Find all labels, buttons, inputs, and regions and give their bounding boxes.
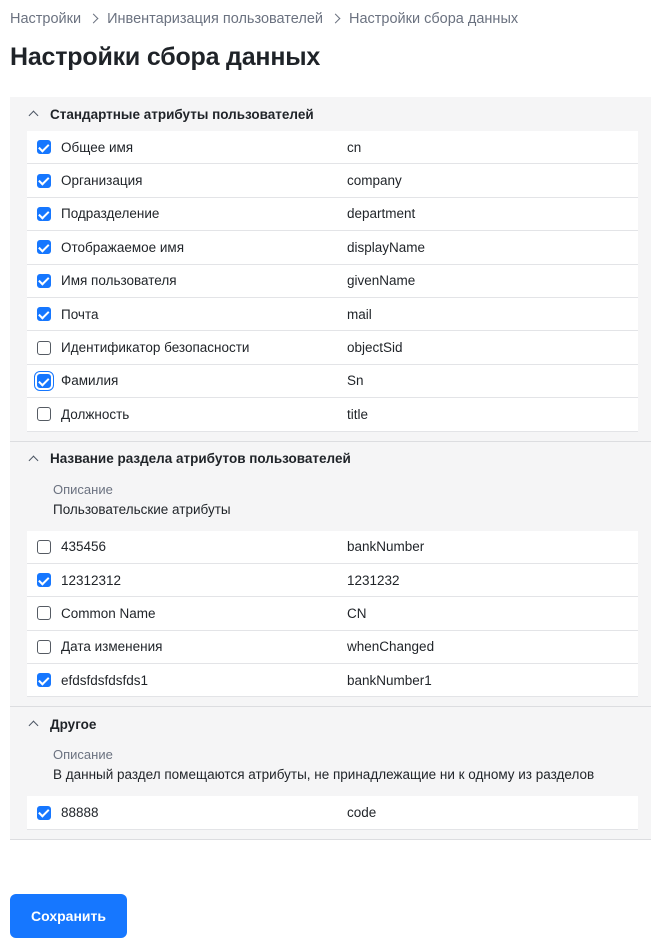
attribute-key: bankNumber (347, 539, 425, 555)
breadcrumb-user-inventory-link[interactable]: Инвентаризация пользователей (107, 11, 323, 27)
attribute-section (10, 442, 651, 708)
section-title: Название раздела атрибутов пользователей (50, 451, 351, 467)
description-text: В данный раздел помещаются атрибуты, не принадлежащие ни к одному из разделов (53, 767, 595, 783)
attribute-key: title (347, 406, 369, 422)
attribute-checkbox[interactable] (37, 573, 51, 587)
attribute-name-cell (27, 407, 347, 422)
attribute-key: company (347, 173, 402, 189)
chevron-up-icon (27, 717, 41, 731)
attribute-name-cell (27, 539, 347, 554)
attribute-row (27, 664, 638, 697)
attribute-list (27, 131, 638, 432)
description-label: Описание (53, 747, 113, 763)
attribute-checkbox[interactable] (37, 140, 51, 154)
attribute-name-cell (27, 805, 347, 820)
attribute-display-name: Должность (61, 406, 130, 422)
attribute-name-cell (27, 240, 347, 255)
attribute-name-cell (27, 639, 347, 654)
attribute-checkbox[interactable] (37, 341, 51, 355)
attribute-display-name: Отображаемое имя (61, 239, 185, 255)
attribute-key: department (347, 206, 416, 222)
attribute-row (27, 298, 638, 331)
attribute-key: CN (347, 605, 367, 621)
attribute-key: 1231232 (347, 572, 400, 588)
attribute-key: code (347, 805, 377, 821)
section-title: Другое (50, 716, 97, 732)
attribute-name-cell (27, 573, 347, 588)
breadcrumb-settings-link[interactable]: Настройки (10, 11, 82, 27)
section-header-toggle[interactable] (10, 442, 651, 476)
breadcrumb-current-page: Настройки сбора данных (349, 11, 519, 27)
attribute-name-cell (27, 606, 347, 621)
save-button[interactable]: Сохранить (10, 894, 127, 938)
page-title: Настройки сбора данных (10, 43, 321, 71)
attribute-display-name: Дата изменения (61, 639, 163, 655)
attribute-display-name: Фамилия (61, 373, 119, 389)
attribute-row (27, 331, 638, 364)
attribute-row (27, 597, 638, 630)
attribute-checkbox[interactable] (37, 673, 51, 687)
attribute-section (10, 707, 651, 839)
description-label: Описание (53, 481, 113, 497)
description-text: Пользовательские атрибуты (53, 501, 231, 517)
attribute-display-name: Организация (61, 173, 143, 189)
attribute-display-name: Почта (61, 306, 99, 322)
attribute-checkbox[interactable] (37, 174, 51, 188)
attribute-row (27, 265, 638, 298)
attribute-checkbox[interactable] (37, 806, 51, 820)
attribute-list (27, 531, 638, 698)
attribute-name-cell (27, 206, 347, 221)
attribute-section (10, 97, 651, 442)
attribute-key: mail (347, 306, 372, 322)
attribute-sections (10, 97, 651, 840)
attribute-display-name: Общее имя (61, 139, 134, 155)
breadcrumb (10, 11, 518, 27)
attribute-key: Sn (347, 373, 364, 389)
attribute-row (27, 131, 638, 164)
attribute-display-name: Подразделение (61, 206, 160, 222)
attribute-name-cell (27, 173, 347, 188)
attribute-name-cell (27, 373, 347, 388)
attribute-checkbox[interactable] (37, 307, 51, 321)
section-description (10, 741, 651, 796)
attribute-row (27, 631, 638, 664)
attribute-row (27, 198, 638, 231)
attribute-row (27, 531, 638, 564)
attribute-list (27, 796, 638, 829)
section-title: Стандартные атрибуты пользователей (50, 106, 314, 122)
attribute-row (27, 564, 638, 597)
attribute-checkbox[interactable] (37, 240, 51, 254)
attribute-display-name: 435456 (61, 539, 107, 555)
attribute-checkbox[interactable] (37, 207, 51, 221)
attribute-display-name: 12312312 (61, 572, 122, 588)
chevron-right-icon (81, 11, 107, 27)
attribute-row (27, 164, 638, 197)
attribute-key: givenName (347, 273, 416, 289)
attribute-name-cell (27, 340, 347, 355)
section-description (10, 476, 651, 531)
chevron-up-icon (27, 452, 41, 466)
attribute-display-name: efdsfdsfdsfds1 (61, 672, 149, 688)
attribute-name-cell (27, 140, 347, 155)
attribute-name-cell (27, 273, 347, 288)
section-header-toggle[interactable] (10, 97, 651, 131)
attribute-name-cell (27, 307, 347, 322)
attribute-checkbox[interactable] (37, 274, 51, 288)
attribute-name-cell (27, 673, 347, 688)
attribute-checkbox[interactable] (37, 640, 51, 654)
chevron-right-icon (323, 11, 349, 27)
attribute-key: cn (347, 139, 362, 155)
chevron-up-icon (27, 107, 41, 121)
attribute-checkbox[interactable] (37, 540, 51, 554)
attribute-row (27, 365, 638, 398)
attribute-row (27, 796, 638, 829)
attribute-display-name: Идентификатор безопасности (61, 340, 250, 356)
attribute-checkbox[interactable] (37, 606, 51, 620)
attribute-row (27, 231, 638, 264)
attribute-key: objectSid (347, 340, 403, 356)
attribute-key: displayName (347, 239, 426, 255)
attribute-display-name: Имя пользователя (61, 273, 177, 289)
attribute-row (27, 398, 638, 431)
attribute-display-name: Common Name (61, 605, 156, 621)
attribute-checkbox[interactable] (37, 407, 51, 421)
attribute-display-name: 88888 (61, 805, 99, 821)
attribute-key: bankNumber1 (347, 672, 432, 688)
section-header-toggle[interactable] (10, 707, 651, 741)
attribute-key: whenChanged (347, 639, 435, 655)
attribute-checkbox[interactable] (37, 374, 51, 388)
